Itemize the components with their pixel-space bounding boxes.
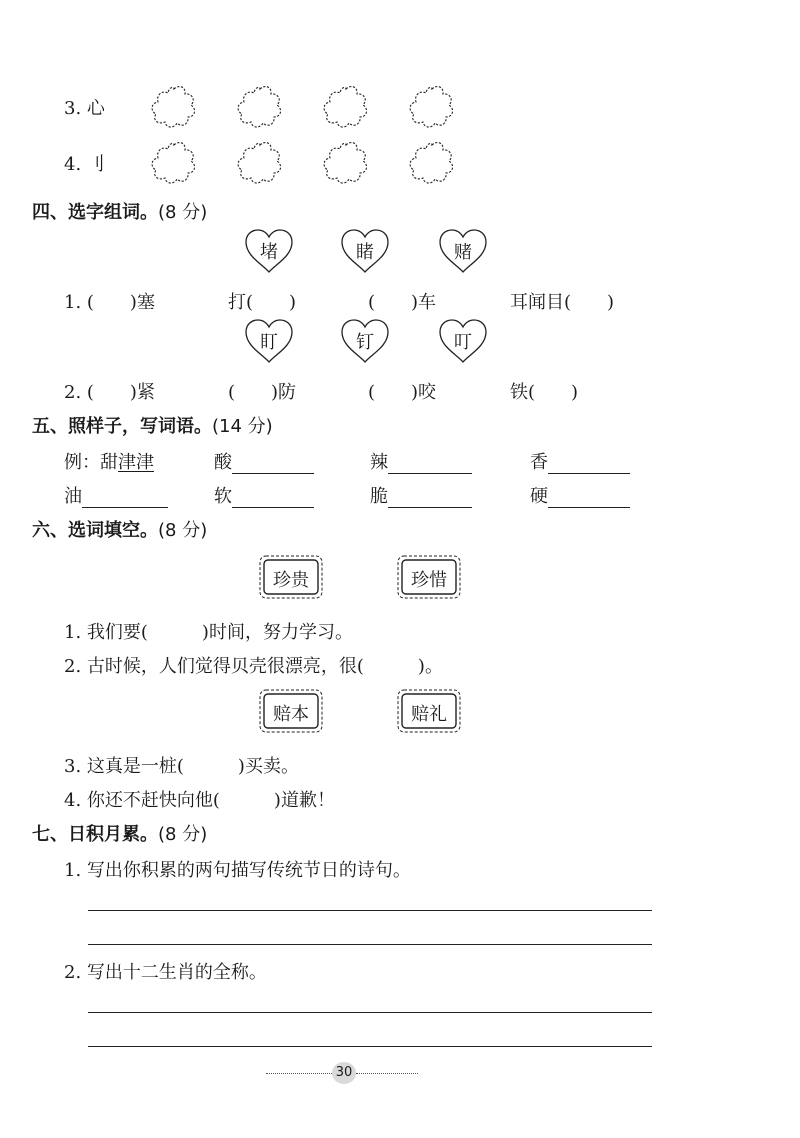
heart-choice: 盯 <box>244 318 294 364</box>
row-label-dao: 4. 刂 <box>64 154 105 175</box>
heart-choice: 钉 <box>340 318 390 364</box>
sentence-question[interactable]: 1. 我们要( )时间，努力学习。 <box>64 622 353 643</box>
heart-choice: 叮 <box>438 318 488 364</box>
sentence-question[interactable]: 2. 古时候，人们觉得贝壳很漂亮，很( )。 <box>64 656 443 677</box>
answer-line[interactable] <box>88 944 652 945</box>
heart-choice: 睹 <box>340 228 390 274</box>
flower-box-icon[interactable] <box>320 84 372 130</box>
word-frame: 珍贵 <box>258 554 324 600</box>
fill-item[interactable]: 铁( ) <box>510 382 579 403</box>
answer-line[interactable] <box>88 1012 652 1013</box>
sentence-question[interactable]: 4. 你还不赶快向他( )道歉！ <box>64 790 335 811</box>
question-zodiac: 2. 写出十二生肖的全称。 <box>64 962 267 983</box>
section5-heading: 五、照样子，写词语。(14 分) <box>32 416 273 437</box>
word-blank[interactable]: 脆 <box>370 482 472 508</box>
fill-item[interactable]: 打( ) <box>228 292 297 313</box>
section4-heading: 四、选字组词。(8 分) <box>32 202 208 223</box>
fill-item[interactable]: ( )车 <box>368 292 437 313</box>
fill-item[interactable]: 耳闻目( ) <box>510 292 615 313</box>
fill-item[interactable]: ( )咬 <box>368 382 437 403</box>
heart-choice: 堵 <box>244 228 294 274</box>
footer-dots-right <box>356 1073 418 1074</box>
fill-item[interactable]: 2. ( )紧 <box>64 382 155 403</box>
footer-dots-left <box>266 1073 332 1074</box>
flower-box-icon[interactable] <box>234 84 286 130</box>
section7-heading: 七、日积月累。(8 分) <box>32 824 208 845</box>
flower-box-icon[interactable] <box>148 84 200 130</box>
answer-line[interactable] <box>88 910 652 911</box>
row-label-xin: 3. 心 <box>64 98 105 119</box>
sentence-question[interactable]: 3. 这真是一桩( )买卖。 <box>64 756 299 777</box>
question-poems: 1. 写出你积累的两句描写传统节日的诗句。 <box>64 860 411 881</box>
word-blank[interactable]: 酸 <box>214 448 314 474</box>
heart-choice: 赌 <box>438 228 488 274</box>
word-blank[interactable]: 香 <box>530 448 630 474</box>
flower-box-icon[interactable] <box>148 140 200 186</box>
word-blank[interactable]: 油 <box>64 482 168 508</box>
word-frame: 赔本 <box>258 688 324 734</box>
example-word: 例：甜津津 <box>64 452 154 473</box>
word-frame: 赔礼 <box>396 688 462 734</box>
word-frame: 珍惜 <box>396 554 462 600</box>
section6-heading: 六、选词填空。(8 分) <box>32 520 208 541</box>
fill-item[interactable]: ( )防 <box>228 382 297 403</box>
flower-box-icon[interactable] <box>234 140 286 186</box>
answer-line[interactable] <box>88 1046 652 1047</box>
flower-box-icon[interactable] <box>320 140 372 186</box>
word-blank[interactable]: 辣 <box>370 448 472 474</box>
word-blank[interactable]: 硬 <box>530 482 630 508</box>
page-number: 30 <box>332 1062 356 1084</box>
fill-item[interactable]: 1. ( )塞 <box>64 292 155 313</box>
flower-box-icon[interactable] <box>406 84 458 130</box>
word-blank[interactable]: 软 <box>214 482 314 508</box>
flower-box-icon[interactable] <box>406 140 458 186</box>
